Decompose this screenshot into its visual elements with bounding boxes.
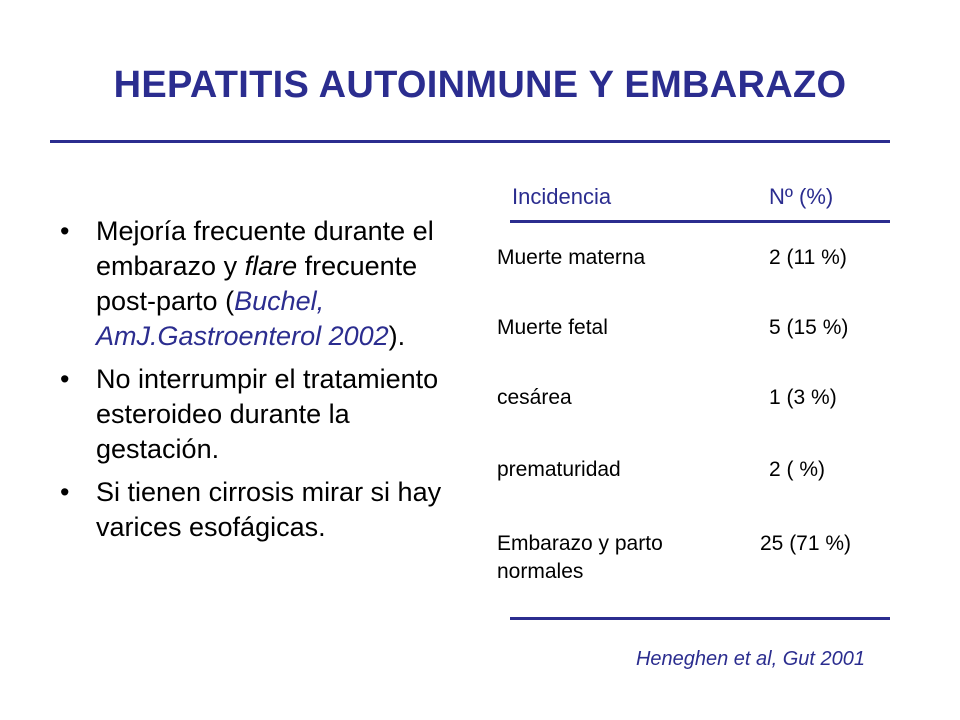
table-row-value: 2 (11 %)	[769, 246, 847, 269]
table-row-label: cesárea	[497, 386, 572, 409]
table-row-label: Embarazo y parto normales	[497, 532, 663, 583]
table-header-incidence: Incidencia	[512, 184, 612, 209]
bullet-emphasis: flare	[244, 251, 298, 281]
bullet-item	[60, 475, 480, 545]
citation: Buchel, AmJ.Gastroenterol 2002	[96, 286, 389, 351]
title-underline	[50, 140, 890, 143]
slide-title: HEPATITIS AUTOINMUNE Y EMBARAZO	[113, 64, 847, 106]
table-row-label: Muerte materna	[497, 246, 646, 269]
bullet-text: No interrumpir el tratamiento esteroideo durante la gestación.	[96, 364, 439, 464]
table-row-value: 1 (3 %)	[769, 386, 837, 409]
bullet-list	[60, 214, 480, 553]
bullet-text: Mejoría frecuente durante el embarazo y	[96, 216, 434, 281]
bullet-text: Si tienen cirrosis mirar si hay varices esofágicas.	[96, 477, 442, 542]
table-row-label: Muerte fetal	[497, 316, 608, 339]
bullet-dot-icon: •	[60, 477, 70, 507]
bullet-text: frecuente post-parto (	[96, 251, 418, 316]
table-bottom-rule	[510, 617, 890, 620]
bullet-dot-icon: •	[60, 364, 70, 394]
source-citation: Heneghen et al, Gut 2001	[635, 648, 865, 670]
bullet-item	[60, 214, 480, 354]
table-top-rule	[510, 220, 890, 223]
table-row-label: prematuridad	[497, 458, 621, 481]
table-row-value: 2 ( %)	[769, 458, 826, 481]
table-row-value: 5 (15 %)	[769, 316, 849, 339]
bullet-item	[60, 362, 480, 467]
table-row-value: 25 (71 %)	[760, 532, 852, 555]
bullet-dot-icon: •	[60, 216, 70, 246]
bullet-text: ).	[388, 321, 406, 351]
table-header-count: Nº (%)	[769, 184, 834, 209]
